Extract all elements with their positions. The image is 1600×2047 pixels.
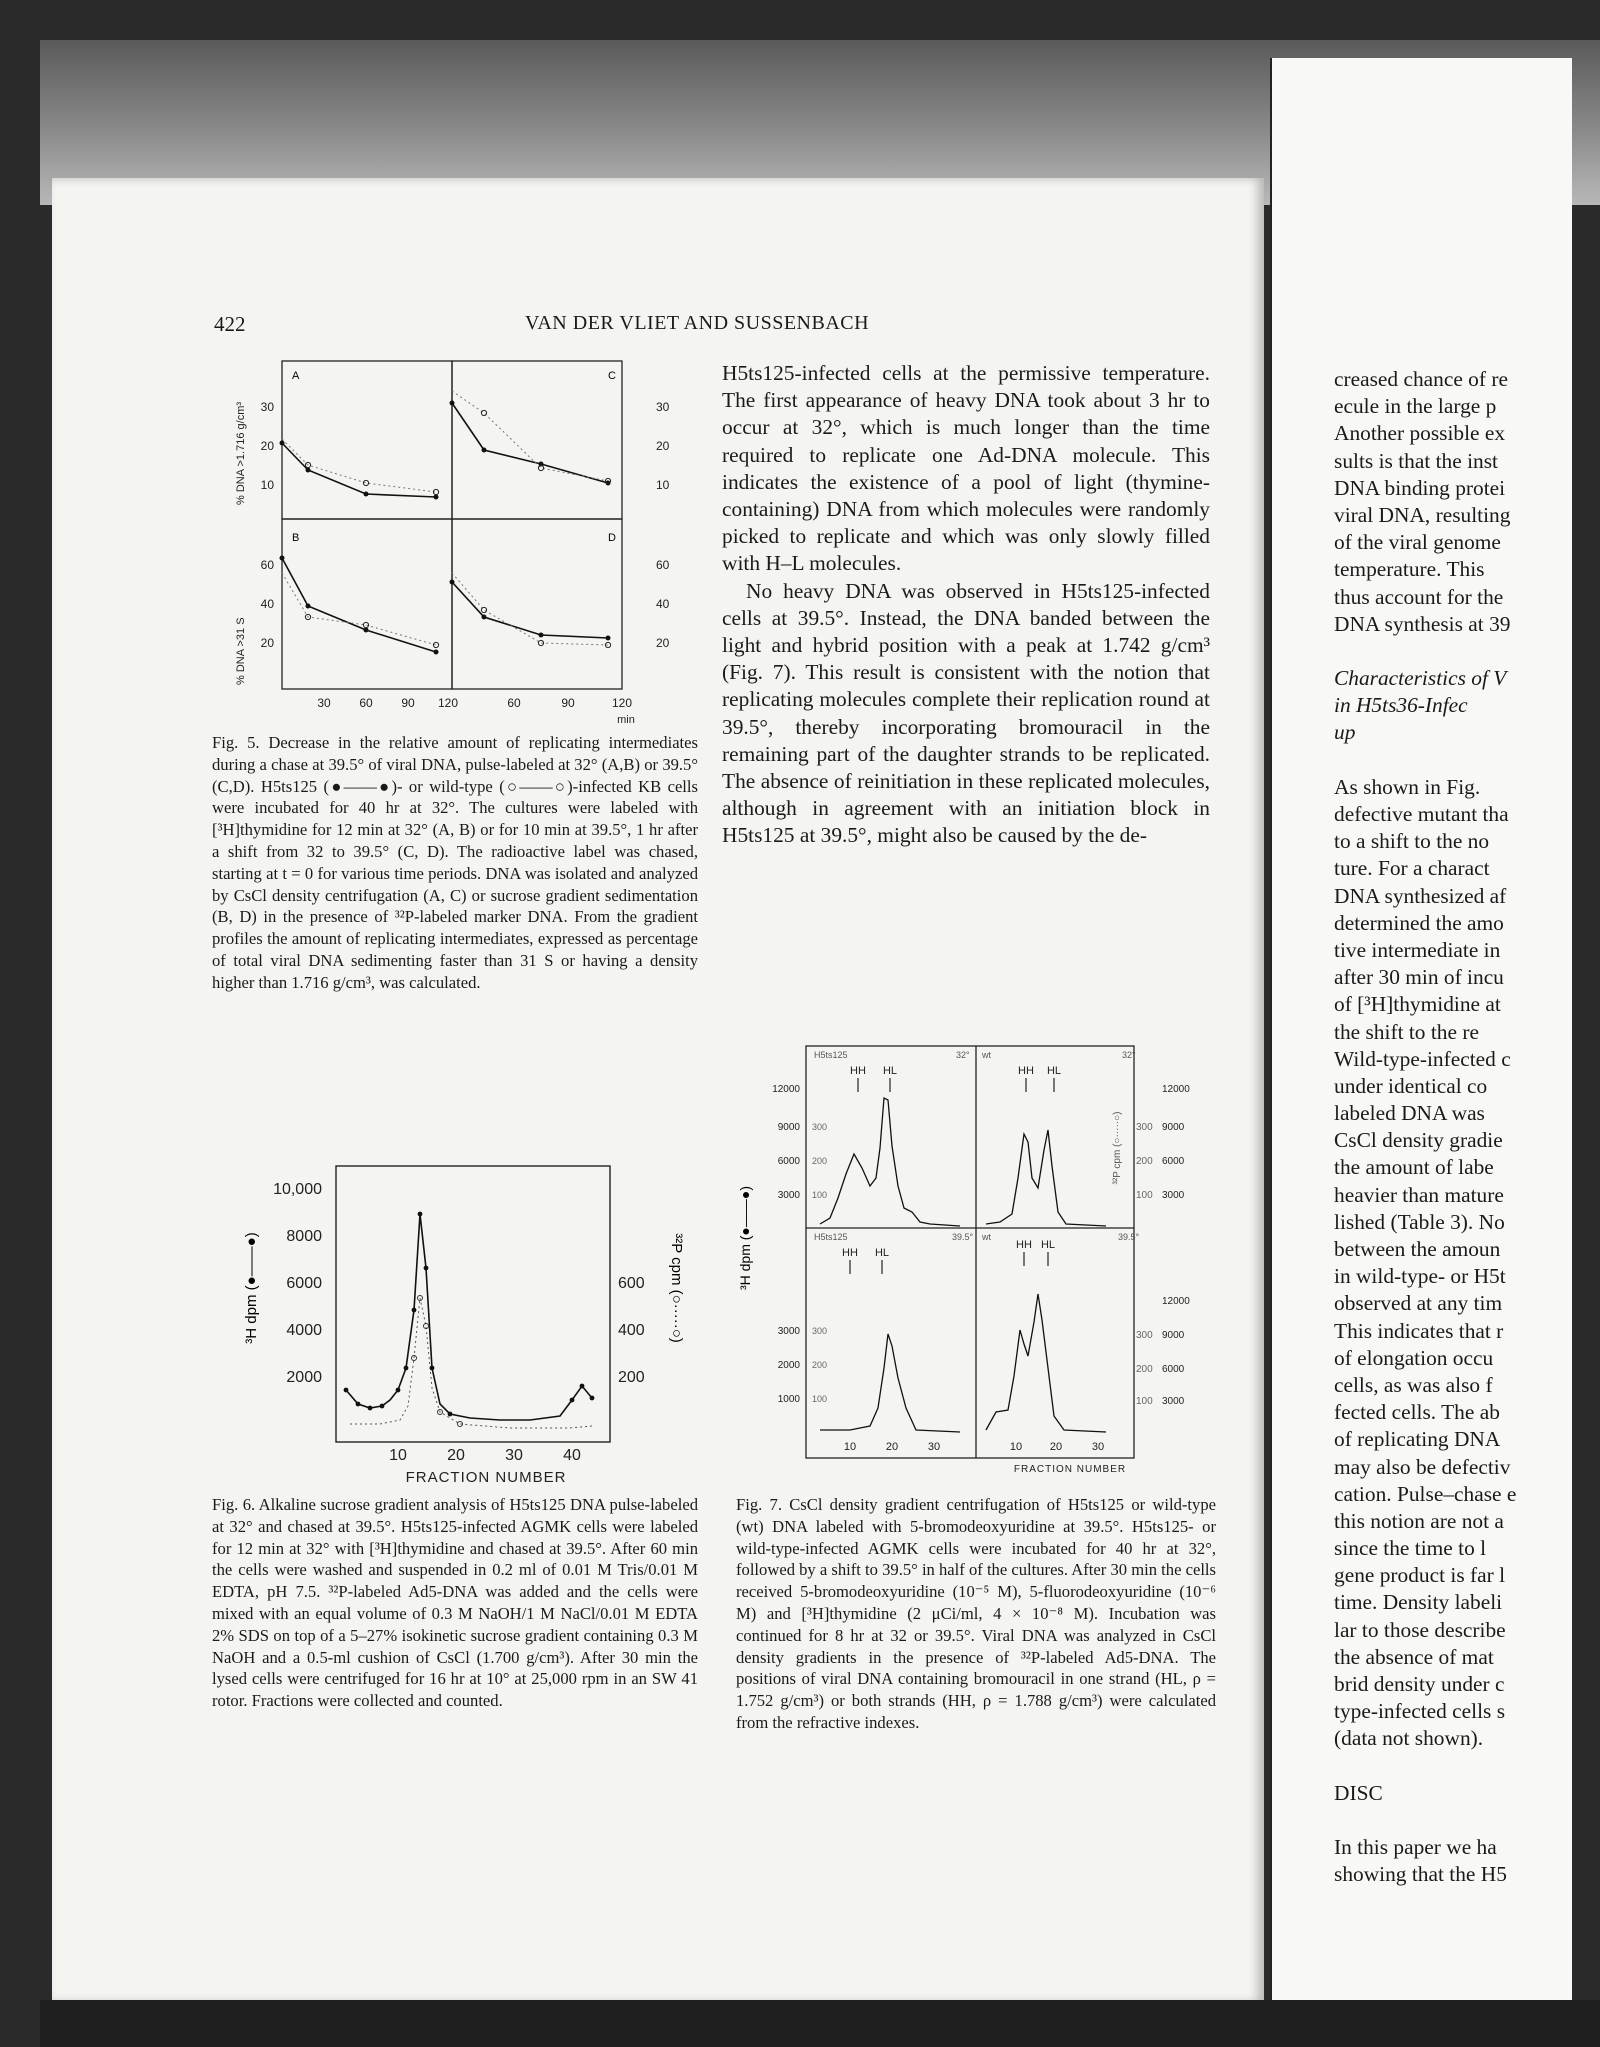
fig7-ytick-inner-right: 300 (1136, 1122, 1153, 1133)
fig7-panel-label: wt (982, 1050, 991, 1060)
running-title: VAN DER VLIET AND SUSSENBACH (525, 312, 870, 334)
fig7-panel-temp: 39.5° (952, 1232, 974, 1242)
fig7-ytick-right: 6000 (1162, 1364, 1185, 1375)
right-page-line: CsCl density gradie (1334, 1128, 1503, 1153)
fig6-point (430, 1366, 435, 1371)
fig5-ylabel-bottom: % DNA >31 S (235, 617, 247, 685)
right-page-line (1334, 1753, 1516, 1780)
fig7-ytick-inner: 100 (812, 1190, 828, 1200)
page-number: 422 (214, 312, 246, 336)
right-page-line: to a shift to the no (1334, 829, 1490, 854)
right-page-line: the absence of mat (1334, 1644, 1494, 1669)
right-page-line: of [³H]thymidine at (1334, 992, 1501, 1017)
fig7-caption: Fig. 7. CsCl density gradient centrifugation of H5ts125 or wild-type (wt) DNA labeled with 5-bromodeoxyuridine at 39.5°. H5ts125- or wild-type-infected AGMK cells were incubated for 40 hr at 32°, followed by a shift to 39.5° in half of the cultures. After 30 min the cells received 5-bromodeoxyuridine (10⁻⁵ M), 5-fluorodeoxyuridine (10⁻⁶ M) and [³H]thymidine (2 μCi/ml, 4 × 10⁻⁸ M). Incubation was continued for 8 hr at 32 or 39.5°. Viral DNA was analyzed in CsCl density gradients in the presence of ³²P-labeled Ad5-DNA. The positions of viral DNA containing bromouracil in one strand (HL, ρ = 1.752 g/cm³) or both strands (HH, ρ = 1.788 g/cm³) were calculated from the refractive indexes. (736, 1495, 1216, 1732)
fig6-ylabel-right: ³²P cpm (○·····○) (668, 1233, 685, 1343)
fig6-ytick-right: 600 (618, 1275, 645, 1292)
fig6-ytick-right: 200 (618, 1369, 645, 1386)
fig6-point (380, 1404, 385, 1409)
right-page-line: viral DNA, resulting (1334, 502, 1511, 527)
fig7-xtick: 10 (843, 1441, 857, 1453)
fig7-ytick-right: 3000 (1162, 1396, 1185, 1407)
right-page-line (1334, 747, 1516, 774)
fig6-point (344, 1388, 349, 1393)
right-page-line: in H5ts36-Infec (1334, 693, 1468, 718)
fig7-ytick: 12000 (772, 1084, 800, 1095)
right-page-line: Another possible ex (1334, 421, 1506, 446)
fig5-ytick: 20 (260, 636, 274, 650)
fig7-ytick-inner-right: 200 (1136, 1156, 1153, 1167)
right-page-line: DNA synthesis at 39 (1334, 611, 1511, 636)
right-page-line: In this paper we ha (1334, 1835, 1497, 1860)
fig5-ytick: 10 (260, 478, 274, 492)
fig6-point (590, 1396, 595, 1401)
fig7-ylabel-right: ³²P cpm (○·····○) (1112, 1111, 1123, 1185)
fig7-xtick: 20 (1049, 1441, 1063, 1453)
fig6-h3-line (346, 1214, 592, 1420)
fig7-ytick-inner-right: 200 (1136, 1364, 1153, 1375)
fig6-point (356, 1402, 361, 1407)
right-page-line: brid density under c (1334, 1672, 1505, 1696)
fig7-chart (730, 1038, 1220, 1484)
fig5-xtick: 120 (611, 696, 633, 710)
right-page-line: DNA synthesized af (1334, 883, 1507, 908)
fig7-xtick: 10 (1009, 1441, 1023, 1453)
fig5-point (280, 441, 285, 446)
fig7-panel-label: H5ts125 (814, 1050, 848, 1060)
fig5-point-open (363, 480, 368, 485)
right-page-line: this notion are not a (1334, 1508, 1504, 1533)
fig6-xlabel: FRACTION NUMBER (405, 1469, 567, 1486)
right-page-line: Wild-type-infected c (1334, 1046, 1511, 1071)
scan-shadow-bottom (40, 2000, 1600, 2047)
fig5-point (306, 468, 311, 473)
right-page-line: thus account for the (1334, 584, 1504, 609)
right-page-line: observed at any tim (1334, 1291, 1503, 1316)
fig5-xtick: 60 (507, 696, 521, 710)
fig7-marker-hl: HL (1040, 1239, 1056, 1251)
right-page-line: As shown in Fig. (1334, 774, 1481, 799)
fig7-ytick-right: 9000 (1162, 1122, 1185, 1133)
fig5-xtick: 90 (561, 696, 575, 710)
fig5-ytick: 40 (260, 597, 274, 611)
fig7-xtick: 20 (885, 1441, 899, 1453)
right-page-line: ecule in the large p (1334, 394, 1497, 419)
fig6-xtick: 20 (447, 1447, 465, 1464)
fig5-xtick: 60 (359, 696, 373, 710)
fig5-point (434, 650, 439, 655)
fig7-wt-395-line (986, 1294, 1106, 1432)
fig6-point (424, 1266, 429, 1271)
fig6-p32-line (350, 1298, 592, 1428)
fig7-ytick: 3000 (777, 1190, 800, 1201)
fig5-point (482, 615, 487, 620)
fig7-marker-hh: HH (850, 1065, 866, 1077)
right-page-line: gene product is far l (1334, 1563, 1506, 1588)
fig6-ytick: 2000 (286, 1369, 322, 1386)
fig5-ytick-right: 20 (656, 636, 670, 650)
fig7-ytick-inner: 200 (812, 1360, 828, 1370)
fig7-ytick: 9000 (777, 1122, 800, 1133)
fig6-point (396, 1388, 401, 1393)
fig5-ytick: 30 (260, 400, 274, 414)
fig6-ytick: 8000 (286, 1228, 322, 1245)
fig5-B-wt-line (282, 573, 436, 645)
right-page-line: of replicating DNA (1334, 1427, 1501, 1452)
right-page-line: in wild-type- or H5t (1334, 1264, 1506, 1289)
fig7-panel-temp: 32° (956, 1050, 970, 1060)
fig7-marker-hh: HH (1016, 1239, 1032, 1251)
fig5-ytick-right: 30 (656, 400, 670, 414)
fig7-xlabel: FRACTION NUMBER (1013, 1464, 1127, 1475)
fig7-panel-label: H5ts125 (814, 1232, 848, 1242)
right-page-line: up (1334, 720, 1356, 745)
fig5-point-open (481, 410, 486, 415)
fig6-ytick-right: 400 (618, 1322, 645, 1339)
fig5-panel-D-frame (452, 519, 622, 689)
right-page-line: under identical co (1334, 1073, 1488, 1098)
fig5-ytick: 60 (260, 558, 274, 572)
fig7-xtick: 30 (1091, 1441, 1105, 1453)
fig5-D-wt-line (452, 573, 608, 645)
fig5-panel-letter-A: A (292, 370, 300, 382)
right-page-line: heavier than mature (1334, 1182, 1504, 1207)
fig7-ytick-inner-right: 300 (1136, 1330, 1153, 1341)
fig7-marker-hh: HH (1018, 1065, 1034, 1077)
right-page-line: after 30 min of incu (1334, 965, 1504, 990)
right-page-line: cation. Pulse–chase e (1334, 1481, 1517, 1506)
fig7-ytick-right: 12000 (1162, 1296, 1190, 1307)
right-page-line: (data not shown). (1334, 1726, 1484, 1751)
right-page-line: creased chance of re (1334, 367, 1508, 391)
body-text-column (722, 360, 1210, 850)
right-page-line: cells, as was also f (1334, 1372, 1493, 1397)
right-page-line: may also be defectiv (1334, 1454, 1511, 1479)
right-page-line: defective mutant tha (1334, 802, 1509, 826)
fig5-point (606, 636, 611, 641)
fig7-ytick-inner-right: 100 (1136, 1190, 1153, 1201)
fig7-ytick-right: 9000 (1162, 1330, 1185, 1341)
body-paragraph: H5ts125-infected cells at the permissive temperature. The first appearance of heavy DNA took about 3 hr to occur at 32°, which is much longer than the time required to replicate one Ad-DNA molecule. This indicates the existence of a pool of light (thymine-containing) DNA from which molecules were randomly picked to replicate and which was only slowly filled with H–L molecules. (722, 361, 1210, 576)
right-page-line: of elongation occu (1334, 1345, 1494, 1370)
fig6-ytick: 6000 (286, 1275, 322, 1292)
page-right-cropped (1270, 58, 1572, 2003)
right-page-line: lished (Table 3). No (1334, 1209, 1505, 1234)
fig6-h3-points (344, 1212, 595, 1417)
fig5-xlabel: min (617, 714, 635, 725)
fig6-point (570, 1398, 575, 1403)
fig5-xtick: 120 (437, 696, 459, 710)
fig6-ylabel-left: ³H dpm (●——●) (243, 1232, 260, 1344)
fig5-ytick-right: 10 (656, 478, 670, 492)
fig5-B-ts125-line (282, 558, 436, 652)
right-page-line: labeled DNA was (1334, 1101, 1485, 1126)
fig7-ytick-inner: 300 (812, 1326, 828, 1336)
fig5-panel-letter-C: C (608, 370, 616, 382)
fig5-chart (226, 355, 706, 725)
fig6-xtick: 40 (563, 1447, 581, 1464)
right-page-line: showing that the H5 (1334, 1862, 1507, 1887)
right-page-line: the shift to the re (1334, 1019, 1479, 1044)
fig7-ytick-right: 6000 (1162, 1156, 1185, 1167)
fig5-D-ts125-line (452, 582, 608, 638)
fig5-point (364, 492, 369, 497)
fig7-ytick-inner: 300 (812, 1122, 828, 1132)
fig7-marker-hh: HH (842, 1247, 858, 1259)
fig5-point (482, 448, 487, 453)
fig6-xtick: 30 (505, 1447, 523, 1464)
body-paragraph: No heavy DNA was observed in H5ts125-infected cells at 39.5°. Instead, the DNA banded between the light and hybrid position with a peak at 1.742 g/cm³ (Fig. 7). This result is consistent with the notion that replicating molecules complete their replication round at 39.5°, thereby incorporating bromouracil in the remaining part of the daughter strands to be replicated. The absence of reinitiation in these replicated molecules, although in agreement with an initiation block in H5ts125 at 39.5°, might also be caused by the de- (722, 578, 1210, 848)
right-page-line: time. Density labeli (1334, 1590, 1503, 1615)
fig6-point (412, 1308, 417, 1313)
fig6-ytick: 4000 (286, 1322, 322, 1339)
fig5-point (434, 495, 439, 500)
fig5-point (306, 604, 311, 609)
fig5-point (450, 580, 455, 585)
fig5-point (364, 628, 369, 633)
fig6-point (404, 1366, 409, 1371)
fig5-point (450, 401, 455, 406)
fig7-ytick: 3000 (777, 1326, 800, 1337)
fig6-xtick: 10 (389, 1447, 407, 1464)
fig5-ytick-right: 20 (656, 439, 670, 453)
fig7-panel-temp: 32° (1122, 1050, 1136, 1060)
fig7-panel-temp: 39.5° (1118, 1232, 1140, 1242)
fig7-ytick-right: 12000 (1162, 1084, 1190, 1095)
fig7-ytick-inner: 200 (812, 1156, 828, 1166)
fig7-ytick: 6000 (777, 1156, 800, 1167)
fig6-point (368, 1406, 373, 1411)
fig7-ytick-inner-right: 100 (1136, 1396, 1153, 1407)
right-page-line: lar to those describe (1334, 1617, 1506, 1642)
right-page-line: ture. For a charact (1334, 856, 1490, 881)
fig7-marker-hl: HL (882, 1065, 898, 1077)
fig7-wt-32-line (986, 1130, 1106, 1226)
fig5-point (280, 556, 285, 561)
fig6-chart (210, 1158, 690, 1488)
right-page-line: Characteristics of V (1334, 666, 1507, 691)
fig5-ytick-right: 60 (656, 558, 670, 572)
fig6-frame (336, 1166, 610, 1442)
fig7-ytick: 2000 (777, 1360, 800, 1371)
fig5-A-ts125-line (282, 443, 436, 497)
right-page-line (1334, 638, 1516, 665)
fig7-ytick: 1000 (777, 1394, 800, 1405)
fig6-point (448, 1412, 453, 1417)
right-page-line: between the amoun (1334, 1237, 1501, 1261)
fig6-point (580, 1384, 585, 1389)
fig5-point-open (481, 607, 486, 612)
fig7-ytick-inner: 100 (812, 1394, 828, 1404)
right-page-text (1334, 366, 1516, 1889)
right-page-line: DNA binding protei (1334, 475, 1506, 500)
fig5-caption: Fig. 5. Decrease in the relative amount of replicating intermediates during a chase at 39.5° of viral DNA, pulse-labeled at 32° (A,B) or 39.5° (C,D). H5ts125 (●——●)- or wild-type (○——○)-infected KB cells were incubated for 40 hr at 32°. The cultures were labeled with [³H]thymidine for 12 min at 32° (A, B) or for 10 min at 39.5°, 1 hr after a shift from 32 to 39.5° (C, D). The radioactive label was chased, starting at t = 0 for various time periods. DNA was isolated and analyzed by CsCl density centrifugation (A, C) or sucrose gradient sedimentation (B, D) in the presence of ³²P-labeled marker DNA. From the gradient profiles the amount of replicating intermediates, expressed as percentage of total viral DNA sedimenting faster than 31 S or having a density higher than 1.716 g/cm³, was calculated. (212, 733, 698, 992)
fig5-ytick: 20 (260, 439, 274, 453)
fig7-panel-label: wt (982, 1232, 991, 1242)
right-page-line: DISC (1334, 1780, 1383, 1805)
right-page-line: type-infected cells s (1334, 1699, 1506, 1724)
fig6-ytick: 10,000 (273, 1181, 322, 1198)
fig5-xtick: 30 (317, 696, 331, 710)
fig5-C-ts125-line (452, 403, 608, 483)
fig5-point (539, 633, 544, 638)
fig7-ts125-32-line (820, 1098, 960, 1226)
fig7-marker-hl: HL (1046, 1065, 1062, 1077)
fig7-xtick: 30 (927, 1441, 941, 1453)
right-page-line: of the viral genome (1334, 530, 1501, 555)
fig6-caption: Fig. 6. Alkaline sucrose gradient analysis of H5ts125 DNA pulse-labeled at 32° and chased at 39.5°. H5ts125-infected AGMK cells were labeled for 12 min at 32° with [³H]thymidine and chased at 39.5°. After 60 min the cells were washed and suspended in 0.2 ml of 0.01 M Tris/0.01 M EDTA, pH 7.5. ³²P-labeled Ad5-DNA was added and the cells were mixed with an equal volume of 0.3 M NaOH/1 M NaCl/0.01 M EDTA 2% SDS on top of a 5–27% isokinetic sucrose gradient containing 0.3 M NaOH and a 0.5-ml cushion of CsCl (1.700 g/cm³). After 30 min the lysed cells were centrifuged for 16 hr at 10° at 25,000 rpm in an SW 41 rotor. Fractions were collected and counted. (212, 1495, 698, 1711)
fig6-p32-points (412, 1296, 463, 1427)
right-page-line: temperature. This (1334, 557, 1485, 582)
fig7-marker-hl: HL (874, 1247, 890, 1259)
fig7-ylabel-left: ³H dpm (●——●) (737, 1185, 753, 1291)
fig5-ytick-right: 40 (656, 597, 670, 611)
fig5-panel-letter-D: D (608, 532, 616, 544)
fig5-ylabel-top: % DNA >1.716 g/cm³ (235, 401, 247, 505)
right-page-line: fected cells. The ab (1334, 1400, 1500, 1425)
fig7-ytick-right: 3000 (1162, 1190, 1185, 1201)
right-page-line: the amount of labe (1334, 1155, 1494, 1180)
right-page-line: determined the amo (1334, 910, 1504, 935)
fig6-point (418, 1212, 423, 1217)
fig7-ts125-395-line (820, 1334, 960, 1432)
right-page-line: This indicates that r (1334, 1318, 1504, 1343)
fig5-xtick: 90 (401, 696, 415, 710)
right-page-line: sults is that the inst (1334, 448, 1499, 473)
right-page-line: tive intermediate in (1334, 937, 1501, 962)
right-page-line (1334, 1807, 1516, 1834)
right-page-line: since the time to l (1334, 1536, 1487, 1561)
fig5-panel-letter-B: B (292, 532, 300, 544)
